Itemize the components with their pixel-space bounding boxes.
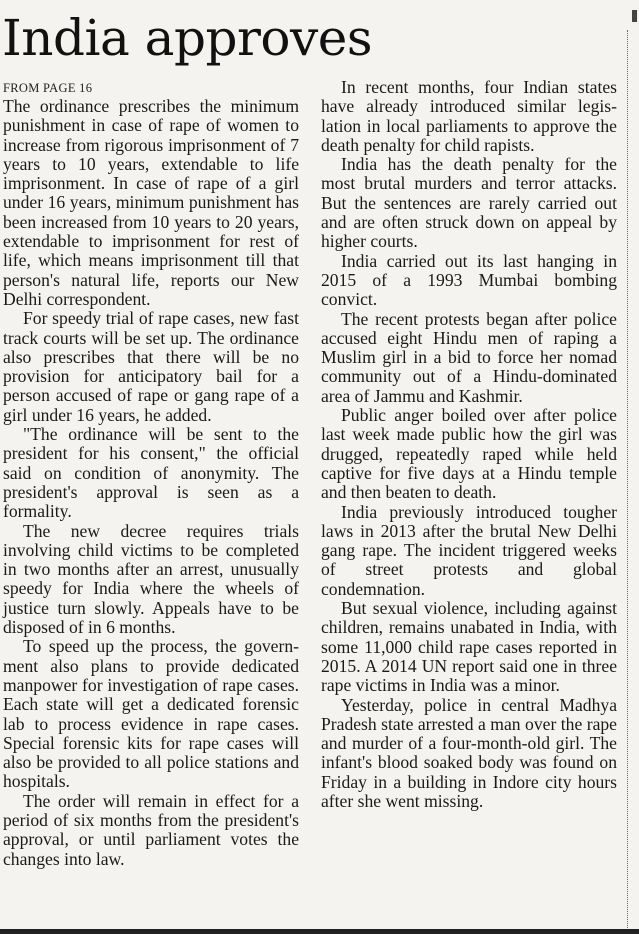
article-headline: India approves [2, 9, 372, 67]
paragraph: To speed up the process, the government also plans to provide dedicated manpower for investigation of rape cases. Each state will get a dedicated forensic lab to process evidence in rape cases. Special forensic kits for rape cases will also be provided to all police stations and hospitals. [3, 636, 299, 792]
paragraph: The new decree requires trials involving child victims to be completed in two months after an arrest, unusually speedy for India where the wheels of justice turn slowly. Appeals have to be disposed of in 6 months. [3, 520, 299, 638]
paragraph: India has the death penalty for the most brutal murders and terror attacks. But the sentences are rarely carried out and are often struck down on appeal by higher courts. [321, 154, 617, 252]
paragraph: In recent months, four Indian states have already introduced similar legislation in local parliaments to approve the death penalty for child rapists. [321, 77, 617, 155]
paragraph: The ordinance prescribes the minimum punishment in case of rape of women to increase from rigorous imprisonment of 7 years to 10 years, extendable to life imprisonment. In case of rape of a girl under 16 years, minimum punishment has been increased from 10 years to 20 years, extendable to imprisonment for rest of life, which means imprisonment till that person's natural life, reports our New Delhi correspondent. [3, 96, 299, 309]
article-column-left [3, 97, 299, 869]
paragraph: But sexual violence, including against children, remains unabated in India, with some 11,000 child rape cases reported in 2015. A 2014 UN report said one in three rape victims in India was a minor. [321, 598, 617, 696]
page-bottom-rule [0, 929, 639, 934]
paragraph: The order will remain in effect for a period of six months from the president's approval, or until parliament votes the changes into law. [3, 790, 299, 869]
paragraph: India carried out its last hanging in 2015 of a 1993 Mumbai bombing convict. [321, 250, 617, 310]
article-column-right [321, 78, 617, 811]
paragraph: India previously introduced tougher laws in 2013 after the brutal New Delhi gang rape. The incident triggered weeks of street protests and global condemnation. [321, 501, 617, 599]
adjacent-column-edge [632, 10, 637, 22]
paragraph: Public anger boiled over after police last week made public how the girl was drugged, repeatedly raped while held captive for five days at a Hindu temple and then beaten to death. [321, 405, 617, 503]
paragraph: For speedy trial of rape cases, new fast track courts will be set up. The ordinance also prescribes that there will be no provision for anticipatory bail for a person accused of rape or gang rape of a girl under 16 years, he added. [3, 308, 299, 425]
paragraph: The recent protests began after police accused eight Hindu men of raping a Muslim girl in a bid to force her nomad community out of a Hindu-dominated area of Jammu and Kashmir. [321, 308, 617, 406]
paragraph: "The ordinance will be sent to the president for his consent," the official said on condition of anonymity. The president's approval is seen as a formality. [3, 424, 299, 522]
column-divider [627, 30, 628, 934]
paragraph: Yesterday, police in central Madhya Pradesh state arrested a man over the rape and murder of a four-month-old girl. The infant's blood soaked body was found on Friday in a building in Indore city hours after she went missing. [321, 694, 617, 811]
jump-line: FROM PAGE 16 [3, 81, 93, 95]
